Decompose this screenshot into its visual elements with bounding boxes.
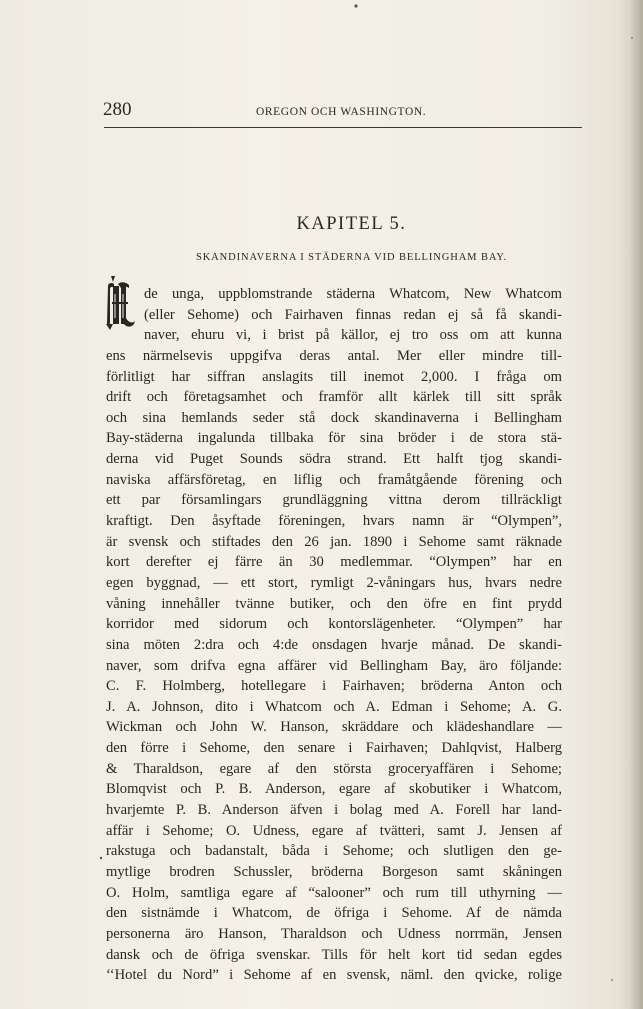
page-number: 280 <box>103 99 132 120</box>
text-line: O. Holm, samtliga egare af “salooner” och rum till uthyrning — <box>106 884 562 901</box>
text-line: Wickman och John W. Hanson, skräddare och klädeshandlare — <box>106 719 562 736</box>
text-line: dansk och de öfriga svenskar. Tills för helt kort tid sedan egdes <box>106 946 562 963</box>
text-line: J. A. Johnson, dito i Whatcom och A. Edman i Sehome; A. G. <box>106 698 562 715</box>
text-line: ens närmelsevis uppgifva deras antal. Mer eller mindre till- <box>106 347 562 364</box>
text-line: derna vid Puget Sounds södra strand. Ett halft tjog skandi- <box>106 451 562 468</box>
text-line: drift och företagsamhet och framför allt kärlek till sitt språk <box>106 389 562 406</box>
text-line: Blomqvist och P. B. Anderson, egare af skobutiker i Whatcom, <box>106 781 562 798</box>
text-line: C. F. Holmberg, hotellegare i Fairhaven; bröderna Anton och <box>106 678 562 695</box>
text-line: är svensk och stiftades den 26 jan. 1890 i Sehome samt räknade <box>106 533 562 550</box>
text-line: och sina hemlands seder stå dock skandinaverna i Bellingham <box>106 409 562 426</box>
text-line: kraftigt. Den åsyftade föreningen, hvars namn är “Olympen”, <box>106 513 562 530</box>
text-line: personerna äro Hanson, Tharaldson och Udness norrmän, Jensen <box>106 925 562 942</box>
text-line: rakstuga och badanstalt, båda i Sehome; och slutligen den ge- <box>106 843 562 860</box>
text-line: Bay-städerna ingalunda tillbaka för sina bröder i de stora stä- <box>106 430 562 447</box>
text-line: våning innehåller tvänne butiker, och den öfre en fint prydd <box>106 595 562 612</box>
text-line: naver, ehuru vi, i brist på källor, ej tro oss om att kunna <box>144 327 562 344</box>
chapter-title: KAPITEL 5. <box>296 214 407 234</box>
text-line: naver, som drifva egna affärer vid Bellingham Bay, äro följande: <box>106 657 562 674</box>
text-line: ett par församlingars grundläggning vittna derom tillräckligt <box>106 492 562 509</box>
text-line: korridor med sidorum och kontorslägenheter. “Olympen” har <box>106 616 562 633</box>
text-line: ‘‘Hotel du Nord” i Sehome af en svensk, näml. den qvicke, rolige <box>106 967 562 984</box>
text-line: egen byggnad, — ett stort, rymligt 2-våningars hus, hvars nedre <box>106 574 562 591</box>
text-line: den sistnämde i Whatcom, de öfriga i Sehome. Af de nämda <box>106 905 562 922</box>
chapter-subtitle: SKANDINAVERNA I STÄDERNA VID BELLINGHAM BAY. <box>195 252 508 263</box>
text-line: naviska affärsföretag, en liflig och framåtgående förening och <box>106 471 562 488</box>
text-line: & Tharaldson, egare af den största groceryaffären i Sehome; <box>106 760 562 777</box>
text-line: den förre i Sehome, den senare i Fairhaven; Dahlqvist, Halberg <box>106 740 562 757</box>
text-line: mytlige brodren Schussler, bröderna Borgeson samt skåningen <box>106 863 562 880</box>
running-head: OREGON OCH WASHINGTON. <box>256 106 427 118</box>
text-line: förlitligt har siffran anslagits till inemot 2,000. I fråga om <box>106 368 562 385</box>
text-line: hvarjemte P. B. Anderson äfven i bolag med A. Forell har land- <box>106 802 562 819</box>
text-line: sina möten 2:dra och 4:de onsdagen hvarje månad. De skandi- <box>106 636 562 653</box>
text-line: affär i Sehome; O. Udness, egare af tvätteri, samt J. Jensen af <box>106 822 562 839</box>
text-line: de unga, uppblomstrande städerna Whatcom, New Whatcom <box>144 286 562 302</box>
text-line: kort derefter ej färre än 30 medlemmar. “Olympen” har en <box>106 554 562 571</box>
text-line: (eller Sehome) och Fairhaven finnas redan ej så få skandi- <box>144 306 562 323</box>
